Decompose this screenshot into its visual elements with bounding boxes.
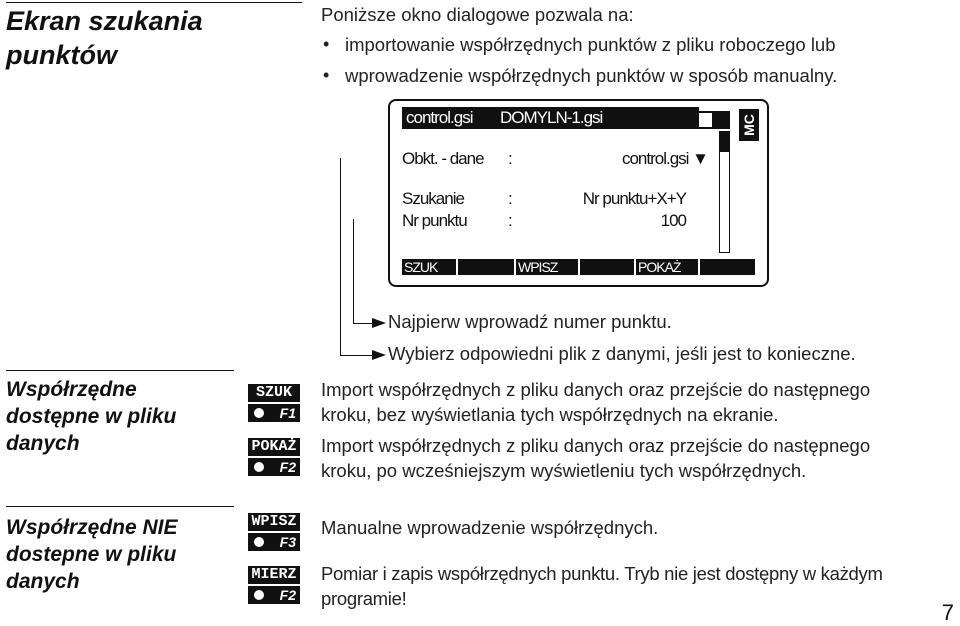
key-description: Import współrzędnych z pliku danych oraz przejście do następnego kroku, bez wyświetlania tych współrzędnych na ekranie. (321, 379, 871, 425)
key-mierz[interactable]: MIERZ F2 (248, 566, 300, 604)
connector-line (353, 219, 374, 324)
instrument-display (388, 99, 769, 287)
active-file: control.gsi (406, 108, 473, 127)
scrollbar[interactable] (719, 131, 730, 253)
arrow-icon (372, 350, 386, 360)
row-label: Nr punktu (402, 211, 467, 230)
battery-fill (712, 113, 728, 127)
row-label: Obkt. - dane (402, 149, 484, 168)
default-file: DOMYLN-1.gsi (500, 108, 603, 127)
row-data-file[interactable] (402, 149, 712, 171)
softkey-f1[interactable]: SZUK (402, 259, 458, 275)
row-sep: : (508, 189, 512, 208)
section-title: Ekran szukania punktów (6, 6, 203, 70)
row-point-number[interactable] (402, 211, 712, 233)
softkey-f6[interactable] (700, 259, 755, 275)
group-not-available-heading: Współrzędne NIE dostepne w pliku danych (6, 516, 178, 593)
key-szuk[interactable]: SZUK F1 (248, 384, 300, 422)
key-description: Pomiar i zapis współrzędnych punktu. Tryb nie jest dostępny w każdym programie! (321, 563, 883, 609)
page-number: 7 (941, 600, 954, 625)
row-sep: : (508, 211, 512, 230)
intro-bullets (321, 32, 941, 88)
display-header (402, 107, 699, 129)
bullet-item: • importowanie współrzędnych punktów z pliku roboczego lub (321, 32, 941, 57)
battery-icon (690, 111, 730, 129)
row-value: Nr punktu+X+Y (582, 189, 686, 208)
arrow-icon (372, 318, 386, 328)
callout-point-number: Najpierw wprowadź numer punktu. (388, 311, 672, 332)
key-description: Manualne wprowadzenie współrzędnych. (321, 517, 659, 538)
key-pokaz[interactable]: POKAŻ F2 (248, 438, 300, 476)
key-dot-icon (254, 462, 264, 472)
row-value: 100 (660, 211, 686, 230)
bullet-item: • wprowadzenie współrzędnych punktów w sposób manualny. (321, 63, 941, 88)
key-dot-icon (254, 537, 264, 547)
softkey-f2[interactable] (458, 259, 516, 275)
softkey-bar (402, 259, 755, 275)
row-value: control.gsi ▼ (621, 149, 708, 168)
softkey-f3[interactable]: WPISZ (516, 259, 580, 275)
callout-data-file: Wybierz odpowiedni plik z danymi, jeśli jest to konieczne. (388, 343, 856, 364)
row-search[interactable] (402, 189, 712, 211)
row-label: Szukanie (402, 189, 464, 208)
group-rule (6, 370, 234, 371)
softkey-f5[interactable]: POKAŻ (636, 259, 700, 275)
top-rule (6, 2, 302, 3)
softkey-f4[interactable] (580, 259, 636, 275)
group-available-heading: Współrzędne dostępne w pliku danych (6, 378, 177, 455)
key-description: Import współrzędnych z pliku danych oraz przejście do następnego kroku, po wcześniejszym wyświetleniu tych współrzędnych. (321, 435, 871, 481)
mode-badge: MC (739, 109, 759, 141)
scrollbar-thumb[interactable] (720, 132, 729, 152)
key-wpisz[interactable]: WPISZ F3 (248, 513, 300, 551)
row-sep: : (508, 149, 512, 168)
key-dot-icon (254, 590, 264, 600)
intro-lead: Poniższe okno dialogowe pozwala na: (321, 4, 634, 25)
group-rule (6, 506, 234, 507)
key-dot-icon (254, 408, 264, 418)
